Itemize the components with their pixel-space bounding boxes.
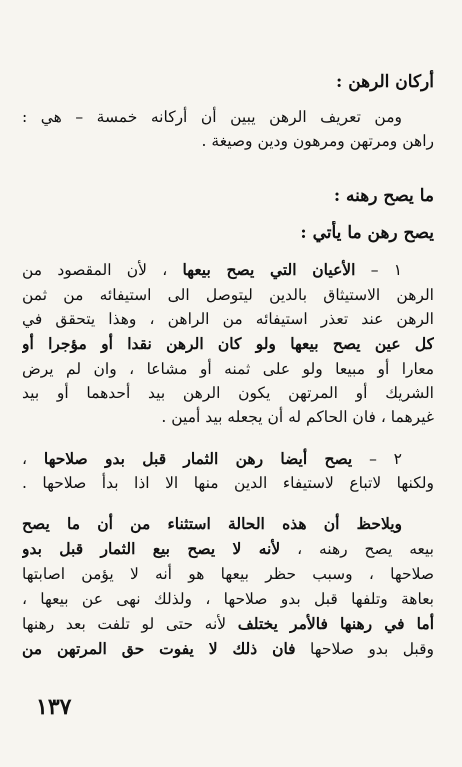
text-line: معارا أو مبيعا ولو على ثمنه أو مشاعا ، وان لم يرض — [22, 360, 434, 378]
text-line: أما في رهنها فالأمر يختلف لأنه حتى لو تلفت بعد رهنها — [22, 614, 434, 633]
text-line: ١ – الأعيان التي يصح بيعها ، لأن المقصود من — [22, 260, 402, 279]
text-line: بعاهة وتلفها قبل بدو صلاحها ، ولذلك نهى عن بيعها ، — [22, 590, 434, 608]
page-number: ١٣٧ — [36, 694, 72, 720]
heading-pillars-of-pledge: أركان الرهن : — [336, 72, 434, 92]
text-line: ٢ – يصح أيضا رهن الثمار قبل بدو صلاحها ، — [22, 449, 402, 468]
text-line: الشريك أو المرتهن يكون الرهن بيد أحدهما أو بيد — [22, 384, 434, 402]
text-line: ولكنها لاتباع لاستيفاء الدين منها الا اذا بدأ صلاحها . — [22, 474, 434, 492]
text-line: غيرهما ، فان الحاكم له أن يجعله بيد أمين . — [161, 408, 434, 426]
text-line: الرهن الاستيثاق بالدين ليتوصل الى استيفائه من ثمن — [22, 286, 434, 304]
text-line: ومن تعريف الرهن يبين أن أركانه خمسة – هي : — [22, 108, 402, 126]
text-line: الرهن عند تعذر استيفائه من الراهن ، وهذا يتحقق في — [22, 310, 434, 328]
text-line: بيعه يصح رهنه ، لأنه لا يصح بيع الثمار قبل بدو — [22, 539, 434, 558]
text-line: صلاحها ، وسبب حظر بيعها هو أنه لا يؤمن اصابتها — [22, 565, 434, 583]
text-line: ويلاحظ أن هذه الحالة استثناء من أن ما يصح — [22, 514, 402, 533]
subheading-pledge-items: يصح رهن ما يأتي : — [300, 223, 434, 243]
text-line: راهن ومرتهن ومرهون ودين وصيغة . — [201, 132, 434, 150]
heading-what-may-be-pledged: ما يصح رهنه : — [333, 186, 434, 206]
text-line: وقبل بدو صلاحها فان ذلك لا يفوت حق المرتهن من — [22, 639, 434, 658]
text-line: كل عين يصح بيعها ولو كان الرهن نقدا أو مؤجرا أو — [22, 334, 434, 353]
